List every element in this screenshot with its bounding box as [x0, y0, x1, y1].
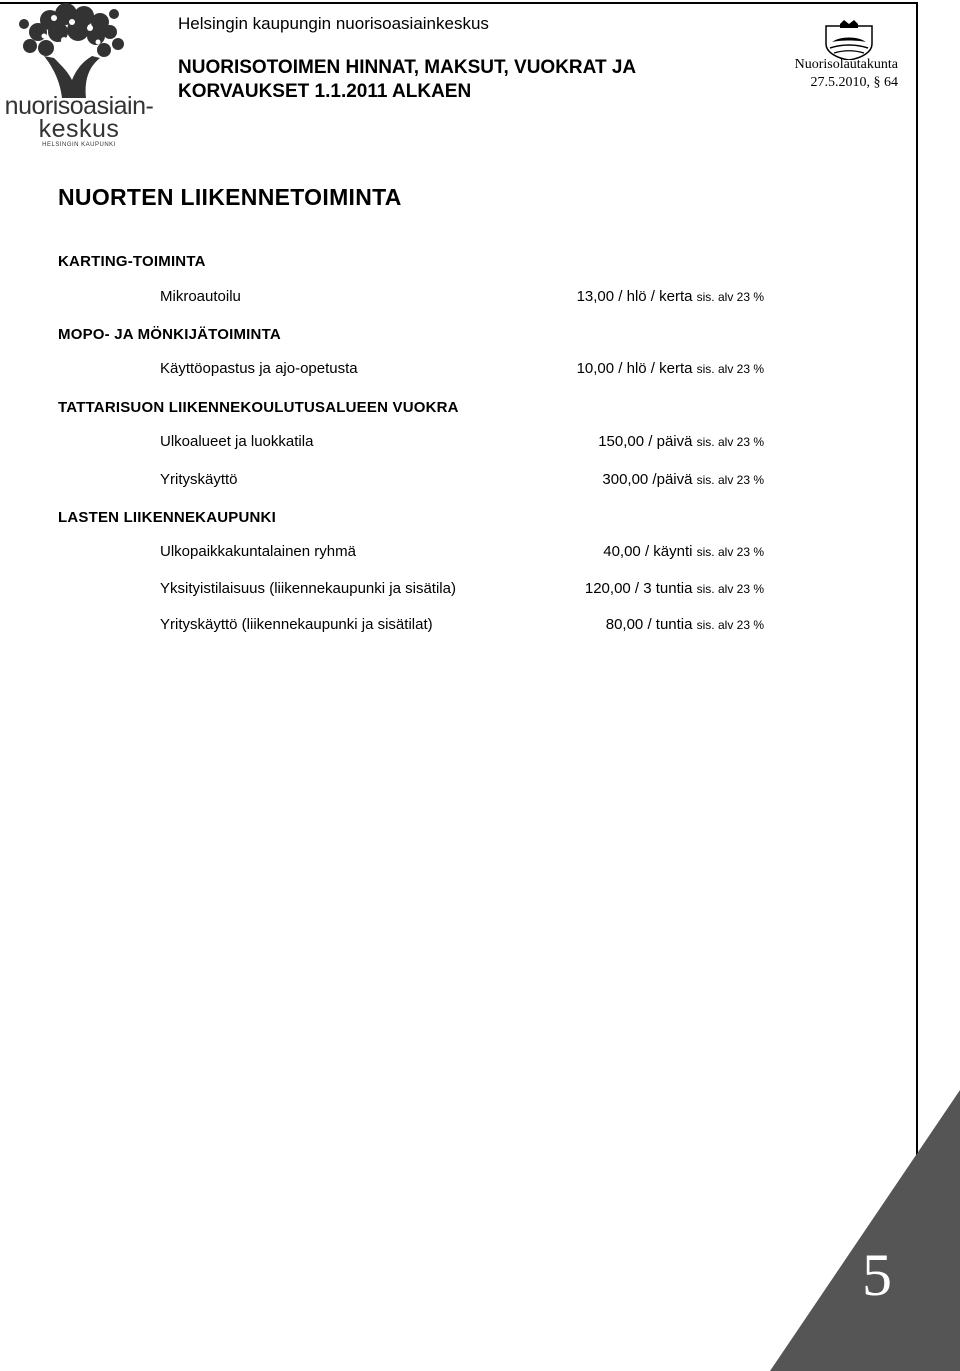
section-title-lasten: LASTEN LIIKENNEKAUPUNKI: [58, 509, 276, 526]
item-label: Ulkopaikkakuntalainen ryhmä: [160, 543, 356, 560]
item-label: Yrityskäyttö: [160, 471, 238, 488]
item-label: Yrityskäyttö (liikennekaupunki ja sisätilat): [160, 616, 433, 633]
logo-line-3: HELSINGIN KAUPUNKI: [42, 142, 116, 148]
page-number: 5: [862, 1242, 892, 1308]
price-value: 10,00 / hlö / kerta: [576, 360, 693, 377]
board-reference: [795, 56, 898, 92]
price-value: 300,00 /päivä: [602, 471, 693, 488]
helsinki-crest-icon: [818, 20, 880, 60]
vat-note: sis. alv 23 %: [696, 545, 764, 559]
logo-wordmark: [4, 94, 154, 150]
vat-note: sis. alv 23 %: [696, 582, 764, 596]
vat-note: sis. alv 23 %: [696, 362, 764, 376]
decision-date: 27.5.2010, § 64: [810, 75, 898, 90]
price-value: 40,00 / käynti: [603, 543, 693, 560]
item-price: [577, 288, 764, 305]
vat-note: sis. alv 23 %: [696, 290, 764, 304]
organization-name: Helsingin kaupungin nuorisoasiainkeskus: [178, 14, 489, 33]
document-title-line-2: KORVAUKSET 1.1.2011 ALKAEN: [178, 81, 472, 102]
item-label: Yksityistilaisuus (liikennekaupunki ja sisätila): [160, 580, 456, 597]
document-title-line-1: NUORISOTOIMEN HINNAT, MAKSUT, VUOKRAT JA: [178, 57, 637, 78]
page-corner-decoration: [770, 1090, 960, 1371]
main-heading: NUORTEN LIIKENNETOIMINTA: [58, 184, 402, 210]
logo-line-2: keskus: [38, 115, 120, 143]
price-value: 120,00 / 3 tuntia: [584, 580, 693, 597]
item-price: [598, 433, 764, 450]
vat-note: sis. alv 23 %: [696, 435, 764, 449]
item-price: [577, 360, 764, 377]
item-label: Käyttöopastus ja ajo-opetusta: [160, 360, 358, 377]
item-label: Ulkoalueet ja luokkatila: [160, 433, 314, 450]
item-price: [603, 543, 764, 560]
price-value: 80,00 / tuntia: [605, 616, 693, 633]
price-value: 150,00 / päivä: [598, 433, 693, 450]
nuorisoasiainkeskus-logo: [0, 0, 160, 150]
item-price: [585, 580, 764, 597]
item-label: Mikroautoilu: [160, 288, 241, 305]
vat-note: sis. alv 23 %: [696, 473, 764, 487]
item-price: [602, 471, 764, 488]
section-title-mopo: MOPO- JA MÖNKIJÄTOIMINTA: [58, 326, 281, 343]
board-name: Nuorisolautakunta: [794, 57, 898, 72]
item-price: [606, 616, 764, 633]
corner-triangle: [770, 1090, 960, 1371]
document-title: [178, 56, 636, 104]
price-value: 13,00 / hlö / kerta: [576, 288, 693, 305]
tree-icon: [0, 0, 160, 100]
vat-note: sis. alv 23 %: [696, 618, 764, 632]
section-title-karting: KARTING-TOIMINTA: [58, 253, 206, 270]
logo-line-1: nuorisoasiain-: [4, 92, 154, 120]
section-title-tattarisuo: TATTARISUON LIIKENNEKOULUTUSALUEEN VUOKRA: [58, 399, 459, 416]
